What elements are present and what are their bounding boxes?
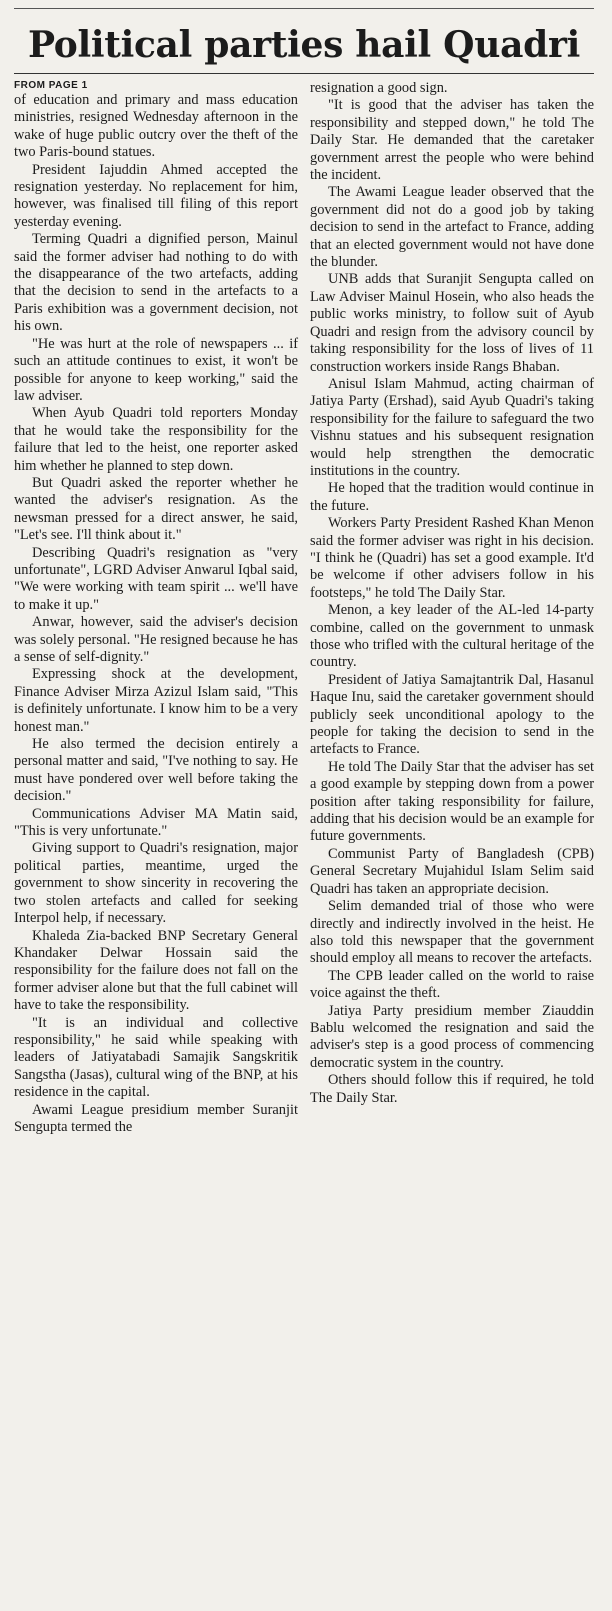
article-paragraph: But Quadri asked the reporter whether he wanted the adviser's resignation. As the newsman pressed for a direct answer, he said, "Let's see. I'll think about it." [14,474,298,544]
article-paragraph: Workers Party President Rashed Khan Menon said the former adviser was right in his decision. "I think he (Quadri) has set a good example. It'd be welcome if other advisers follow in his footsteps," he told The Daily Star. [310,515,594,601]
article-paragraph: Terming Quadri a dignified person, Mainul said the former adviser had nothing to do with the disappearance of the two artefacts, adding that the decision to send in the artefacts to a Paris exhibition was a government decision, not his own. [14,231,298,335]
headline-rule [14,73,594,74]
article-paragraph: He told The Daily Star that the adviser has set a good example by stepping down from a power position after taking responsibility for failure, adding that his decision would be an example for future governments. [310,758,594,845]
article-paragraph: He hoped that the tradition would continue in the future. [310,480,594,514]
article-paragraph: Anisul Islam Mahmud, acting chairman of Jatiya Party (Ershad), said Ayub Quadri's taking responsibility for the failure to safeguard the two Vishnu statues and his subsequent resignation would help strengthen the democratic institutions in the country. [310,375,594,479]
article-paragraph: "It is an individual and collective responsibility," he said while speaking with leaders of Jatiyatabadi Samajik Sangskritik Sangstha (Jasas), cultural wing of the BNP, at his residence in the capital. [14,1014,298,1101]
headline: Political parties hail Quadri [27,24,581,66]
article-paragraph: UNB adds that Suranjit Sengupta called on Law Adviser Mainul Hosein, who also heads the public works ministry, to follow suit of Ayub Quadri and resign from the advisory council by taking responsibility for the loss of lives of 11 construction workers inside Rangs Bhaban. [310,271,594,375]
article-paragraph: Jatiya Party presidium member Ziauddin Bablu welcomed the resignation and said the adviser's step is a good process of commencing democratic system in the country. [310,1002,594,1071]
article-paragraph: President Iajuddin Ahmed accepted the resignation yesterday. No replacement for him, however, was finalised till filing of this report yesterday evening. [14,161,298,230]
article-paragraph: When Ayub Quadri told reporters Monday that he would take the responsibility for the failure that led to the heist, one reporter asked him whether he planned to step down. [14,405,298,474]
article-paragraph: Communist Party of Bangladesh (CPB) General Secretary Mujahidul Islam Selim said Quadri has taken an appropriate decision. [310,845,594,897]
article-paragraph: The CPB leader called on the world to raise voice against the theft. [310,967,594,1002]
article-paragraph: Anwar, however, said the adviser's decision was solely personal. "He resigned because he has a sense of self-dignity." [14,614,298,665]
article-paragraph: Awami League presidium member Suranjit Sengupta termed the [14,1101,298,1135]
article-paragraph: Describing Quadri's resignation as "very unfortunate", LGRD Adviser Anwarul Iqbal said, "We were working with team spirit ... we'll have to make it up." [14,544,298,613]
article-paragraph: of education and primary and mass education ministries, resigned Wednesday afternoon in the wake of huge public outcry over the theft of the two Paris-bound statues. [14,92,298,161]
article-paragraph: Selim demanded trial of those who were directly and indirectly involved in the heist. He also told this newspaper that the government should employ all means to recover the artefacts. [310,898,594,967]
article-paragraph: The Awami League leader observed that the government did not do a good job by taking decision to send in the artefact to France, adding that an elected government would not have done the blunder. [310,184,594,271]
article-paragraph: Communications Adviser MA Matin said, "This is very unfortunate." [14,805,298,840]
article-body [14,80,594,1136]
article-paragraph: resignation a good sign. [310,80,448,96]
column-left [14,80,298,1136]
article-paragraph: Others should follow this if required, he told The Daily Star. [310,1072,594,1106]
article-paragraph: President of Jatiya Samajtantrik Dal, Hasanul Haque Inu, said the caretaker government should publicly seek unconditional apology to the people for taking the decision to send in the artefacts to France. [310,671,594,758]
article-paragraph: Giving support to Quadri's resignation, major political parties, meantime, urged the government to show sincerity in recovering the two stolen artefacts and called for seeking Interpol help, if necessary. [14,840,298,927]
article-paragraph: Menon, a key leader of the AL-led 14-party combine, called on the government to unmask those who trifled with the cultural heritage of the country. [310,602,594,671]
article-paragraph: He also termed the decision entirely a personal matter and said, "I've nothing to say. He must have pondered over well before taking the decision." [14,736,298,805]
article-paragraph: "He was hurt at the role of newspapers ... if such an attitude continues to exist, it won't be possible for anyone to keep working," said the law adviser. [14,335,298,404]
top-rule [14,0,594,9]
article-paragraph: Expressing shock at the development, Finance Adviser Mirza Azizul Islam said, "This is definitely unfortunate. I know him to be a very honest man." [14,666,298,735]
article-paragraph: "It is good that the adviser has taken the responsibility and stepped down," he told The Daily Star. He demanded that the caretaker government arrest the people who were behind the incident. [310,97,594,184]
continuation-kicker: FROM PAGE 1 [14,80,88,91]
column-right [310,80,594,1107]
article-paragraph: Khaleda Zia-backed BNP Secretary General Khandaker Delwar Hossain said the responsibility for the failure does not fall on the former adviser alone but that the full cabinet will have to take the responsibility. [14,927,298,1014]
